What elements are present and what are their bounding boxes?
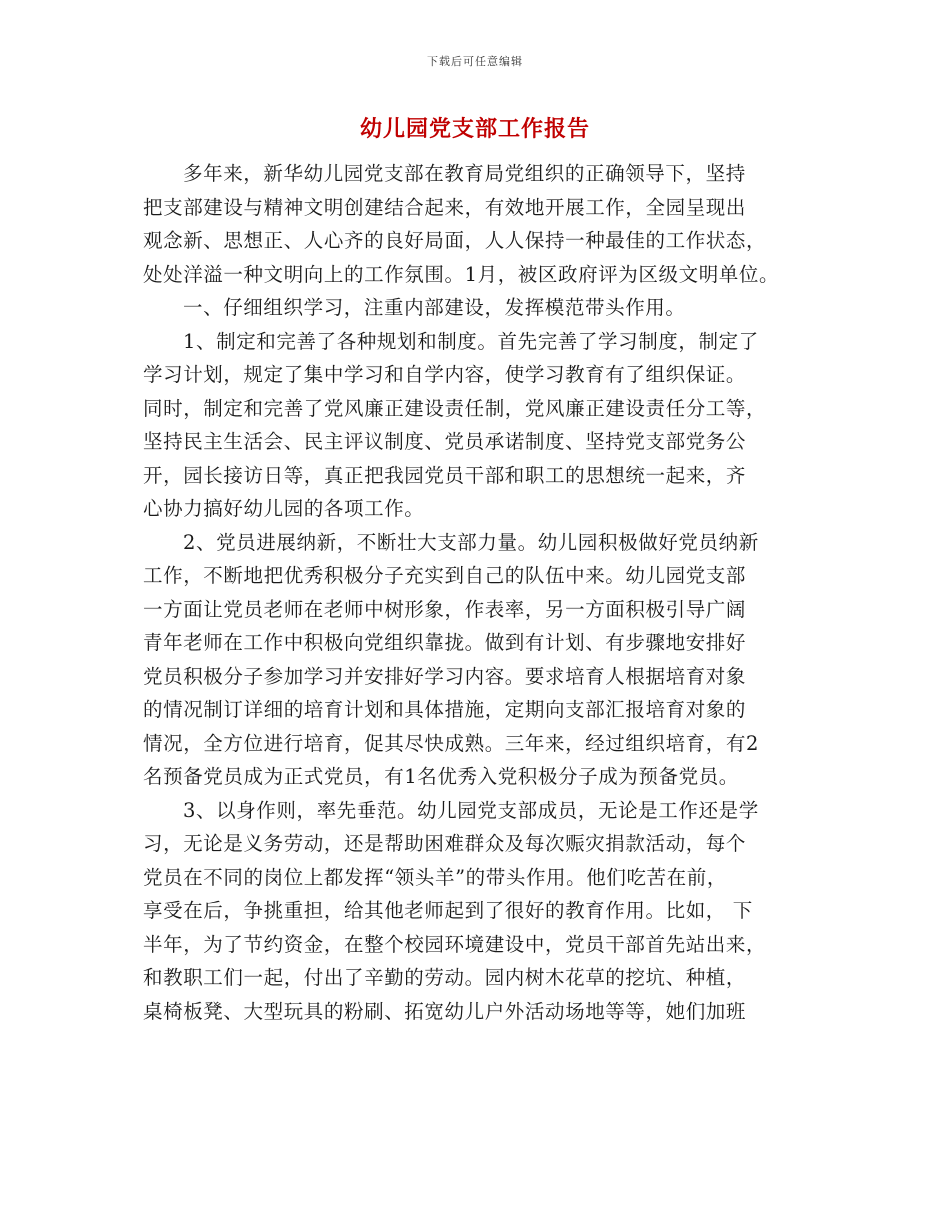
document-title: 幼儿园党支部工作报告 <box>359 116 590 142</box>
body-line: 和教职工们一起，付出了辛勤的劳动。园内树木花草的挖坑、种植， <box>143 966 747 989</box>
body-line: 3、以身作则，率先垂范。幼儿园党支部成员，无论是工作还是学 <box>183 798 759 822</box>
body-line: 处处洋溢一种文明向上的工作氛围。1月，被区政府评为区级文明单位。 <box>143 262 780 286</box>
body-line: 一、仔细组织学习，注重内部建设，发挥模范带头作用。 <box>183 296 686 319</box>
body-line: 青年老师在工作中积极向党组织靠拢。做到有计划、有步骤地安排好 <box>143 631 747 654</box>
body-line: 名预备党员成为正式党员，有1名优秀入党积极分子成为预备党员。 <box>143 765 739 788</box>
body-line: 开，园长接访日等，真正把我园党员干部和职工的思想统一起来，齐 <box>143 463 747 487</box>
body-line: 习，无论是义务劳动，还是帮助困难群众及每次赈灾捐款活动，每个 <box>143 832 747 855</box>
body-line: 情况，全方位进行培育，促其尽快成熟。三年来，经过组织培育，有2 <box>143 731 760 755</box>
body-line: 一方面让党员老师在老师中树形象，作表率，另一方面积极引导广阔 <box>143 597 747 621</box>
body-line: 同时，制定和完善了党风廉正建设责任制，党风廉正建设责任分工等， <box>143 396 767 420</box>
body-line: 半年，为了节约资金，在整个校园环境建设中，党员干部首先站出来， <box>143 932 767 956</box>
body-line: 学习计划，规定了集中学习和自学内容，使学习教育有了组织保证。 <box>143 363 747 386</box>
body-line: 1、制定和完善了各种规划和制度。首先完善了学习制度，制定了 <box>183 329 759 353</box>
body-line: 把支部建设与精神文明创建结合起来，有效地开展工作，全园呈现出 <box>143 195 747 219</box>
body-line: 的情况制订详细的培育计划和具体措施，定期向支部汇报培育对象的 <box>143 698 747 721</box>
body-line: 工作，不断地把优秀积极分子充实到自己的队伍中来。幼儿园党支部 <box>143 564 747 587</box>
body-line: 观念新、思想正、人心齐的良好局面，人人保持一种最佳的工作状态， <box>143 229 767 252</box>
body-line: 党员积极分子参加学习并安排好学习内容。要求培育人根据培育对象 <box>143 664 747 688</box>
body-line: 桌椅板凳、大型玩具的粉刷、拓宽幼儿户外活动场地等等，她们加班 <box>143 999 747 1023</box>
body-line: 2、党员进展纳新，不断壮大支部力量。幼儿园积极做好党员纳新 <box>183 530 759 554</box>
body-line: 党员在不同的岗位上都发挥“领头羊”的带头作用。他们吃苦在前， <box>143 865 727 889</box>
body-line: 多年来，新华幼儿园党支部在教育局党组织的正确领导下，坚持 <box>183 162 746 185</box>
body-line: 心协力搞好幼儿园的各项工作。 <box>143 497 425 520</box>
header-note: 下载后可任意编辑 <box>427 55 523 68</box>
body-line: 享受在后，争挑重担，给其他老师起到了很好的教育作用。比如， 下 <box>143 899 753 922</box>
body-line: 坚持民主生活会、民主评议制度、党员承诺制度、坚持党支部党务公 <box>143 430 747 453</box>
